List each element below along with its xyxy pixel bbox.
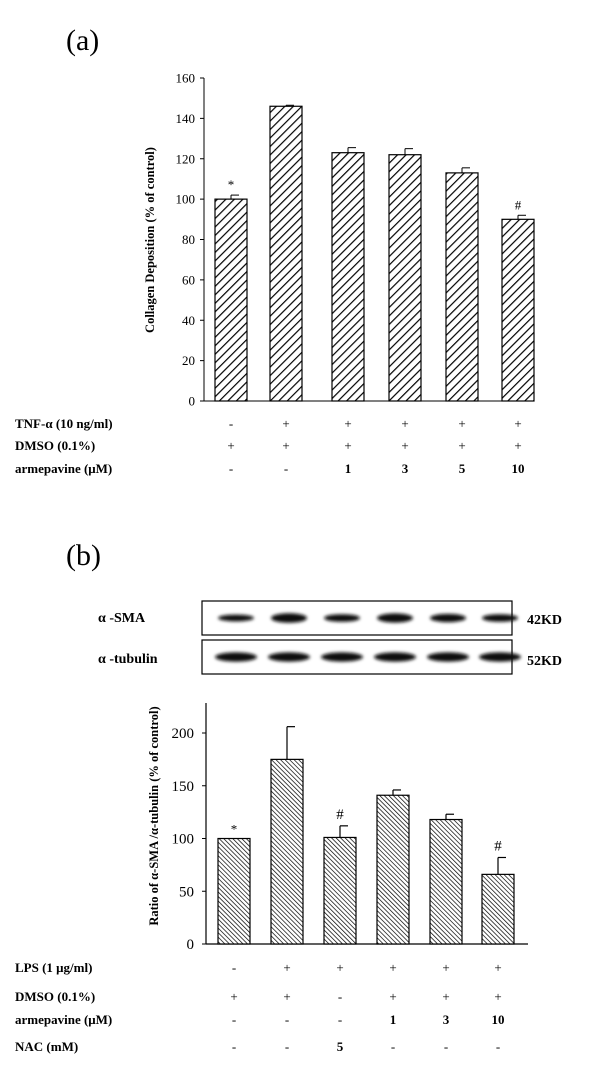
panel-a-condition-value: + (401, 416, 409, 431)
panel-a-ytick-label: 80 (182, 232, 195, 247)
panel-b-error-bar-4 (393, 790, 401, 795)
panel-a-ytick-label: 0 (188, 393, 195, 409)
panel-b-bar-5 (430, 820, 462, 944)
panel-a-bar-3 (332, 153, 364, 401)
panel-a-condition-value: + (282, 438, 290, 453)
panel-b-bar-2 (271, 759, 303, 944)
panel-b-bar-1 (218, 839, 250, 945)
panel-a-error-bar-4 (405, 149, 413, 155)
panel-a-ytick-label: 60 (182, 272, 195, 288)
panel-a (15, 24, 534, 476)
panel-b-bar-6 (482, 874, 514, 944)
blot-band-alpha-sma-5 (430, 614, 466, 622)
panel-b-ytick-label: 150 (171, 778, 194, 795)
panel-a-condition-value: + (458, 416, 466, 431)
panel-b-bar-4 (377, 795, 409, 944)
blot-band-alpha-tubulin-1 (215, 652, 257, 661)
panel-a-condition-value: + (344, 416, 352, 431)
blot-size-42kd: 42KD (527, 613, 562, 628)
panel-a-condition-value: - (228, 461, 234, 476)
panel-b-condition-value: - (337, 989, 343, 1004)
panel-a-bars (215, 106, 534, 401)
panel-b-condition-label: DMSO (0.1%) (15, 989, 96, 1004)
panel-a-marker-6: # (514, 197, 522, 213)
panel-b-error-bar-3 (340, 826, 348, 838)
panel-b-bar-3 (324, 837, 356, 944)
panel-a-condition-value: 10 (511, 461, 525, 476)
panel-b-ytick-label: 200 (171, 726, 194, 742)
panel-a-condition-value: + (458, 438, 466, 453)
panel-a-ytick-label: 20 (182, 353, 195, 369)
panel-b-condition-value: 3 (442, 1012, 450, 1027)
blot-label-alpha-tubulin: α -tubulin (98, 652, 158, 667)
panel-b-condition-value: + (230, 989, 238, 1004)
panel-b-condition-value: - (390, 1039, 396, 1054)
blot-band-alpha-tubulin-2 (268, 652, 310, 661)
panel-a-condition-value: 3 (401, 461, 409, 476)
panel-a-condition-value: - (283, 461, 289, 476)
blot-band-alpha-sma-2 (271, 613, 307, 623)
blot-band-alpha-tubulin-5 (427, 652, 469, 661)
panel-b-condition-value: + (283, 989, 291, 1004)
panel-a-condition-label: armepavine (μM) (15, 461, 113, 476)
panel-a-conditions (15, 416, 525, 476)
panel-a-condition-value: + (514, 416, 522, 431)
panel-b-marker-6: # (494, 838, 502, 855)
panel-b-condition-value: - (443, 1039, 449, 1054)
panel-b-error-bar-5 (446, 814, 454, 819)
panel-a-condition-value: + (344, 438, 352, 453)
panel-a-label: (a) (66, 24, 100, 57)
panel-b-condition-value: + (494, 989, 502, 1004)
panel-a-y-axis-label: Collagen Deposition (% of control) (143, 147, 157, 333)
panel-a-error-bar-5 (462, 168, 470, 173)
panel-b-y-axis-label: Ratio of α-SMA /α-tubulin (% of control) (147, 706, 161, 926)
panel-a-marker-1: * (227, 177, 235, 193)
panel-b-condition-label: armepavine (μM) (15, 1012, 113, 1027)
panel-a-condition-value: + (227, 438, 235, 453)
panel-a-bar-4 (389, 155, 421, 401)
western-blot (98, 601, 562, 674)
panel-b-condition-value: - (231, 960, 237, 975)
panel-a-ytick-label: 40 (182, 312, 195, 328)
blot-band-alpha-tubulin-4 (374, 652, 416, 661)
panel-b-marker-1: * (230, 821, 238, 837)
panel-a-ytick-label: 100 (175, 191, 195, 207)
panel-b-condition-label: NAC (mM) (15, 1039, 79, 1054)
panel-b-condition-value: + (389, 989, 397, 1004)
panel-a-ytick-label: 160 (175, 70, 195, 86)
panel-b-marker-3: # (336, 806, 344, 823)
panel-a-condition-value: 1 (344, 461, 352, 476)
panel-b-condition-value: - (231, 1039, 237, 1054)
panel-a-condition-value: + (401, 438, 409, 453)
blot-band-alpha-sma-4 (377, 613, 413, 622)
blot-band-alpha-tubulin-3 (321, 652, 363, 661)
panel-b-condition-value: - (337, 1012, 343, 1027)
blot-size-52kd: 52KD (527, 654, 562, 669)
panel-b-condition-value: - (284, 1039, 290, 1054)
panel-b-condition-value: - (231, 1012, 237, 1027)
panel-b-condition-value: + (389, 960, 397, 975)
panel-a-condition-label: DMSO (0.1%) (15, 438, 96, 453)
panel-b-error-bar-6 (498, 857, 506, 874)
panel-b-condition-value: + (442, 960, 450, 975)
panel-b-bars (218, 759, 514, 944)
panel-a-ytick-label: 140 (175, 110, 195, 126)
panel-a-error-bar-6 (518, 215, 526, 219)
panel-b-condition-value: 1 (389, 1012, 397, 1027)
blot-band-alpha-sma-1 (218, 615, 254, 622)
panel-b-condition-value: + (283, 960, 291, 975)
panel-b-condition-value: + (442, 989, 450, 1004)
panel-a-ytick-label: 120 (175, 151, 195, 167)
panel-b-error-bar-2 (287, 727, 295, 760)
panel-b-ytick-label: 0 (186, 937, 194, 953)
panel-a-condition-value: 5 (458, 461, 466, 476)
panel-b-condition-value: - (284, 1012, 290, 1027)
panel-a-condition-value: + (282, 416, 290, 431)
panel-a-bar-2 (270, 106, 302, 401)
panel-b-ytick-label: 50 (179, 884, 194, 901)
panel-a-y-axis (176, 71, 205, 409)
blot-label-alpha-sma: α -SMA (98, 611, 146, 626)
panel-a-bar-1 (215, 199, 247, 401)
panel-b-ytick-label: 100 (171, 831, 194, 848)
panel-a-condition-value: + (514, 438, 522, 453)
panel-b-condition-value: 5 (336, 1039, 344, 1054)
panel-a-bar-6 (502, 219, 534, 401)
panel-b-condition-value: + (336, 960, 344, 975)
blot-band-alpha-sma-3 (324, 614, 360, 622)
panel-b-condition-value: 10 (491, 1012, 505, 1027)
blot-band-alpha-sma-6 (482, 614, 518, 622)
panel-a-error-bar-3 (348, 148, 356, 153)
panel-b-label: (b) (66, 539, 101, 572)
panel-b-conditions (15, 960, 505, 1054)
panel-b-condition-label: LPS (1 μg/ml) (15, 960, 93, 975)
panel-a-condition-label: TNF-α (10 ng/ml) (15, 416, 113, 431)
panel-b-y-axis (172, 726, 207, 953)
panel-b-condition-value: - (495, 1039, 501, 1054)
panel-b-condition-value: + (494, 960, 502, 975)
panel-a-condition-value: - (228, 416, 234, 431)
panel-a-bar-5 (446, 173, 478, 401)
blot-band-alpha-tubulin-6 (479, 652, 521, 661)
panel-a-error-bar-1 (231, 195, 239, 199)
panel-b (15, 539, 562, 1054)
